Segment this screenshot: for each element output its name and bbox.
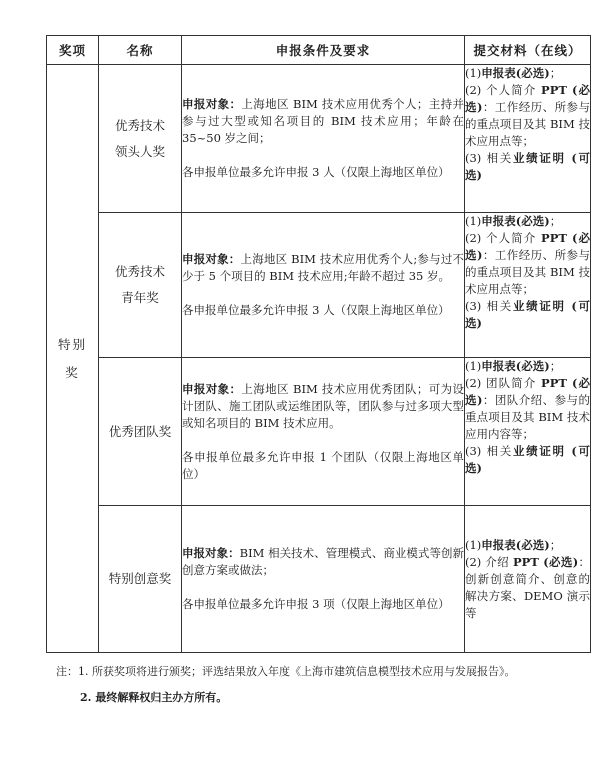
table-row	[47, 65, 591, 213]
table-row	[47, 358, 591, 506]
footnote-1-text: 1. 所获奖项将进行颁奖；评选结果放入年度《上海市建筑信息模型技术应用与发展报告》。	[78, 665, 516, 678]
table-header-row	[47, 36, 591, 65]
footnote-1	[56, 664, 556, 680]
award-category	[47, 65, 99, 653]
footnotes	[56, 664, 556, 706]
material-item: (3) 相关业绩证明 (可选)	[465, 151, 590, 182]
material-item: (2) 团队简介 PPT (必选)：团队介绍、参与的重点项目及其 BIM 技术应用内容等；	[465, 376, 590, 441]
header-requirements: 申报条件及要求	[182, 36, 465, 65]
material-item: (1)申报表(必选)；	[465, 359, 562, 373]
requirements-cell	[182, 65, 465, 213]
awards-table	[46, 35, 591, 653]
award-category-label: 特别奖	[57, 336, 87, 380]
material-item: (1)申报表(必选)；	[465, 66, 562, 80]
requirements-cell	[182, 358, 465, 506]
award-name	[99, 65, 182, 213]
application-limit: 各申报单位最多允许申报 1 个团队（仅限上海地区单位）	[182, 449, 464, 481]
award-name-label: 优秀技术青年奖	[114, 264, 165, 305]
application-limit: 各申报单位最多允许申报 3 人（仅限上海地区单位）	[182, 303, 450, 317]
requirements-text: 申报对象：BIM 相关技术、管理模式、商业模式等创新创意方案或做法；	[182, 546, 464, 577]
material-item: (3) 相关业绩证明 (可选)	[465, 299, 590, 330]
award-name-label: 特别创意奖	[108, 571, 172, 586]
footnote-2: 2. 最终解释权归主办方所有。	[80, 691, 228, 704]
table-row	[47, 506, 591, 653]
award-name-label: 优秀团队奖	[108, 423, 172, 439]
materials-cell	[465, 213, 591, 358]
material-item: (1)申报表(必选)；	[465, 214, 562, 228]
application-limit: 各申报单位最多允许申报 3 人（仅限上海地区单位）	[182, 165, 450, 179]
material-item: (1)申报表(必选)；	[465, 537, 562, 552]
award-name	[99, 506, 182, 653]
requirements-cell	[182, 506, 465, 653]
materials-cell	[465, 65, 591, 213]
requirements-text: 申报对象：上海地区 BIM 技术应用优秀团队；可为设计团队、施工团队或运维团队等，团队参与过多项大型或知名项目的 BIM 技术应用。	[182, 381, 465, 430]
material-item: (2) 个人简介 PPT (必选)：工作经历、所参与的重点项目及其 BIM 技术应用点等；	[465, 83, 590, 148]
materials-cell	[465, 506, 591, 653]
requirements-cell	[182, 213, 465, 358]
award-name	[99, 213, 182, 358]
header-category: 奖项	[47, 36, 99, 65]
material-item: (2) 介绍 PPT (必选)：创新创意简介、创意的解决方案、DEMO 演示等	[465, 554, 590, 620]
application-limit: 各申报单位最多允许申报 3 项（仅限上海地区单位）	[182, 597, 450, 611]
header-name: 名称	[99, 36, 182, 65]
footnote-label: 注：	[56, 665, 78, 678]
award-name	[99, 358, 182, 506]
material-item: (3) 相关业绩证明 (可选)	[465, 444, 590, 475]
header-materials: 提交材料（在线）	[465, 36, 591, 65]
requirements-text: 申报对象：上海地区 BIM 技术应用优秀个人;参与过不少于 5 个项目的 BIM 技术应用;年龄不超过 35 岁。	[182, 252, 465, 283]
table-row	[47, 213, 591, 358]
award-name-label: 优秀技术领头人奖	[114, 117, 165, 159]
material-item: (2) 个人简介 PPT (必选)：工作经历、所参与的重点项目及其 BIM 技术应用点等；	[465, 231, 590, 296]
requirements-text: 申报对象：上海地区 BIM 技术应用优秀个人；主持并参与过大型或知名项目的 BIM 技术应用；年龄在 35~50 岁之间；	[182, 97, 465, 145]
materials-cell	[465, 358, 591, 506]
